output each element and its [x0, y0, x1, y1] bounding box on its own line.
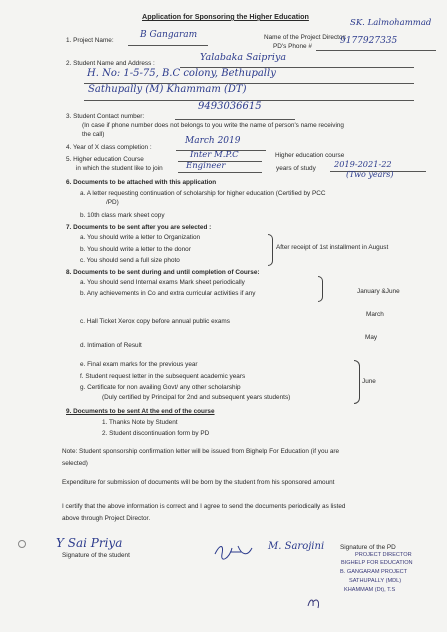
pd-signature-label: Signature of the PD [340, 544, 396, 551]
project-name-label: 1. Project Name: [66, 37, 114, 44]
course-value-1: Inter M.P.C [190, 150, 239, 160]
contact-note-2: the call) [82, 131, 105, 138]
year-value: March 2019 [185, 136, 241, 146]
pcc-signature-icon [212, 540, 256, 562]
contact-label: 3. Student Contact number: [66, 113, 145, 120]
study-years: 2019-2021-22 [334, 159, 392, 169]
section-8ab-note: January &June [357, 288, 400, 295]
address-line-2: Sathupally (M) Khammam (DT) [88, 84, 247, 95]
year-label: 4. Year of X class completion : [66, 144, 152, 151]
pd-phone-label: PD's Phone # [273, 43, 312, 50]
note-line-1: Note: Student sponsorship confirmation letter will be issued from Bighelp For Education (if you are [62, 448, 340, 455]
stamp-line-4: SATHUPALLY (MDL) [349, 578, 402, 584]
director-label: Name of the Project Director: [264, 34, 347, 41]
stamp-line-3: B. GANGARAM PROJECT [340, 569, 408, 575]
section-8f: f. Student request letter in the subsequent academic years [80, 373, 246, 380]
section-8efg-brace [354, 360, 360, 404]
stamp-line-2: BIGHELP FOR EDUCATION [341, 560, 413, 566]
course-right-2: years of study [276, 165, 316, 172]
section-8c: c. Hall Ticket Xerox copy before annual public exams [80, 318, 230, 325]
section-7b: b. You should write a letter to the donor [80, 246, 191, 253]
punch-hole [18, 540, 26, 548]
section-6b: b. 10th class mark sheet copy [80, 212, 165, 219]
course-label: 5. Higher education Course [66, 156, 144, 163]
director-value: SK. Lalmohammad [350, 18, 432, 28]
contact-value: 9493036615 [198, 101, 262, 112]
june-note: June [362, 378, 376, 385]
pd-phone-value: 9177927335 [340, 36, 398, 46]
student-name-value: Yalabaka Saipriya [200, 52, 286, 63]
course-value-2: Engineer [186, 161, 226, 171]
section-8ab-brace [318, 276, 323, 302]
note-line-2: selected) [62, 460, 88, 467]
section-8-heading: 8. Documents to be sent during and until completion of Course: [66, 269, 260, 276]
section-9-item-1: 1. Thanks Note by Student [102, 419, 178, 426]
section-8b: b. Any achievements in Co and extra curricular activities if any [80, 290, 256, 297]
stamp-line-5: KHAMMAM (Dt), T.S [344, 587, 396, 593]
form-title: Application for Sponsoring the Higher Education [142, 12, 309, 21]
section-8d: d. Intimation of Result [80, 342, 142, 349]
section-7-heading: 7. Documents to be sent after you are selected : [66, 224, 212, 231]
section-9-heading: 9. Documents to be sent At the end of the course [66, 408, 215, 415]
course-sub: in which the student like to join [76, 165, 163, 172]
pd-signature-mark-icon [306, 596, 322, 610]
section-8a: a. You should send Internal exams Mark sheet periodically [80, 279, 245, 286]
student-signature: Y Sai Priya [56, 536, 123, 550]
student-name-label: 2. Student Name and Address : [66, 60, 155, 67]
may-note: May [365, 334, 378, 341]
section-7a: a. You should write a letter to Organization [80, 234, 201, 241]
middle-signature: M. Sarojini [268, 541, 325, 552]
study-note: (Two years) [346, 170, 394, 179]
section-8e: e. Final exam marks for the previous year [80, 361, 198, 368]
section-6-heading: 6. Documents to be attached with this application [66, 179, 217, 186]
section-8g-2: (Duly certified by Principal for 2nd and subsequent years students) [102, 394, 291, 401]
course-right-1: Higher education course [275, 152, 345, 159]
section-6a-line-1: a. A letter requesting continuation of scholarship for higher education (Certified by PCC [80, 190, 326, 197]
section-9-item-2: 2. Student discontinuation form by PD [102, 430, 210, 437]
section-6a-line-2: /PD) [106, 199, 119, 206]
certify-line-2: above through Project Director. [62, 515, 151, 522]
section-7c: c. You should send a full size photo [80, 257, 180, 264]
student-signature-label: Signature of the student [62, 552, 130, 559]
section-8g: g. Certificate for non availing Govt/ any other scholarship [80, 384, 241, 391]
contact-note-1: (In case if phone number does not belongs to you write the name of person's name receiving [82, 122, 344, 129]
certify-line-1: I certify that the above information is correct and I agree to send the documents periodically as listed [62, 503, 346, 510]
section-7-note: After receipt of 1st installment in August [276, 244, 389, 251]
address-line-1: H. No: 1-5-75, B.C colony, Bethupally [87, 68, 276, 79]
expenditure-note: Expenditure for submission of documents will be born by the student from his sponsored amount [62, 479, 335, 486]
march-note: March [366, 311, 384, 318]
stamp-line-1: PROJECT DIRECTOR [355, 552, 412, 558]
section-7-brace [268, 234, 273, 266]
project-name-value: B Gangaram [140, 30, 198, 40]
